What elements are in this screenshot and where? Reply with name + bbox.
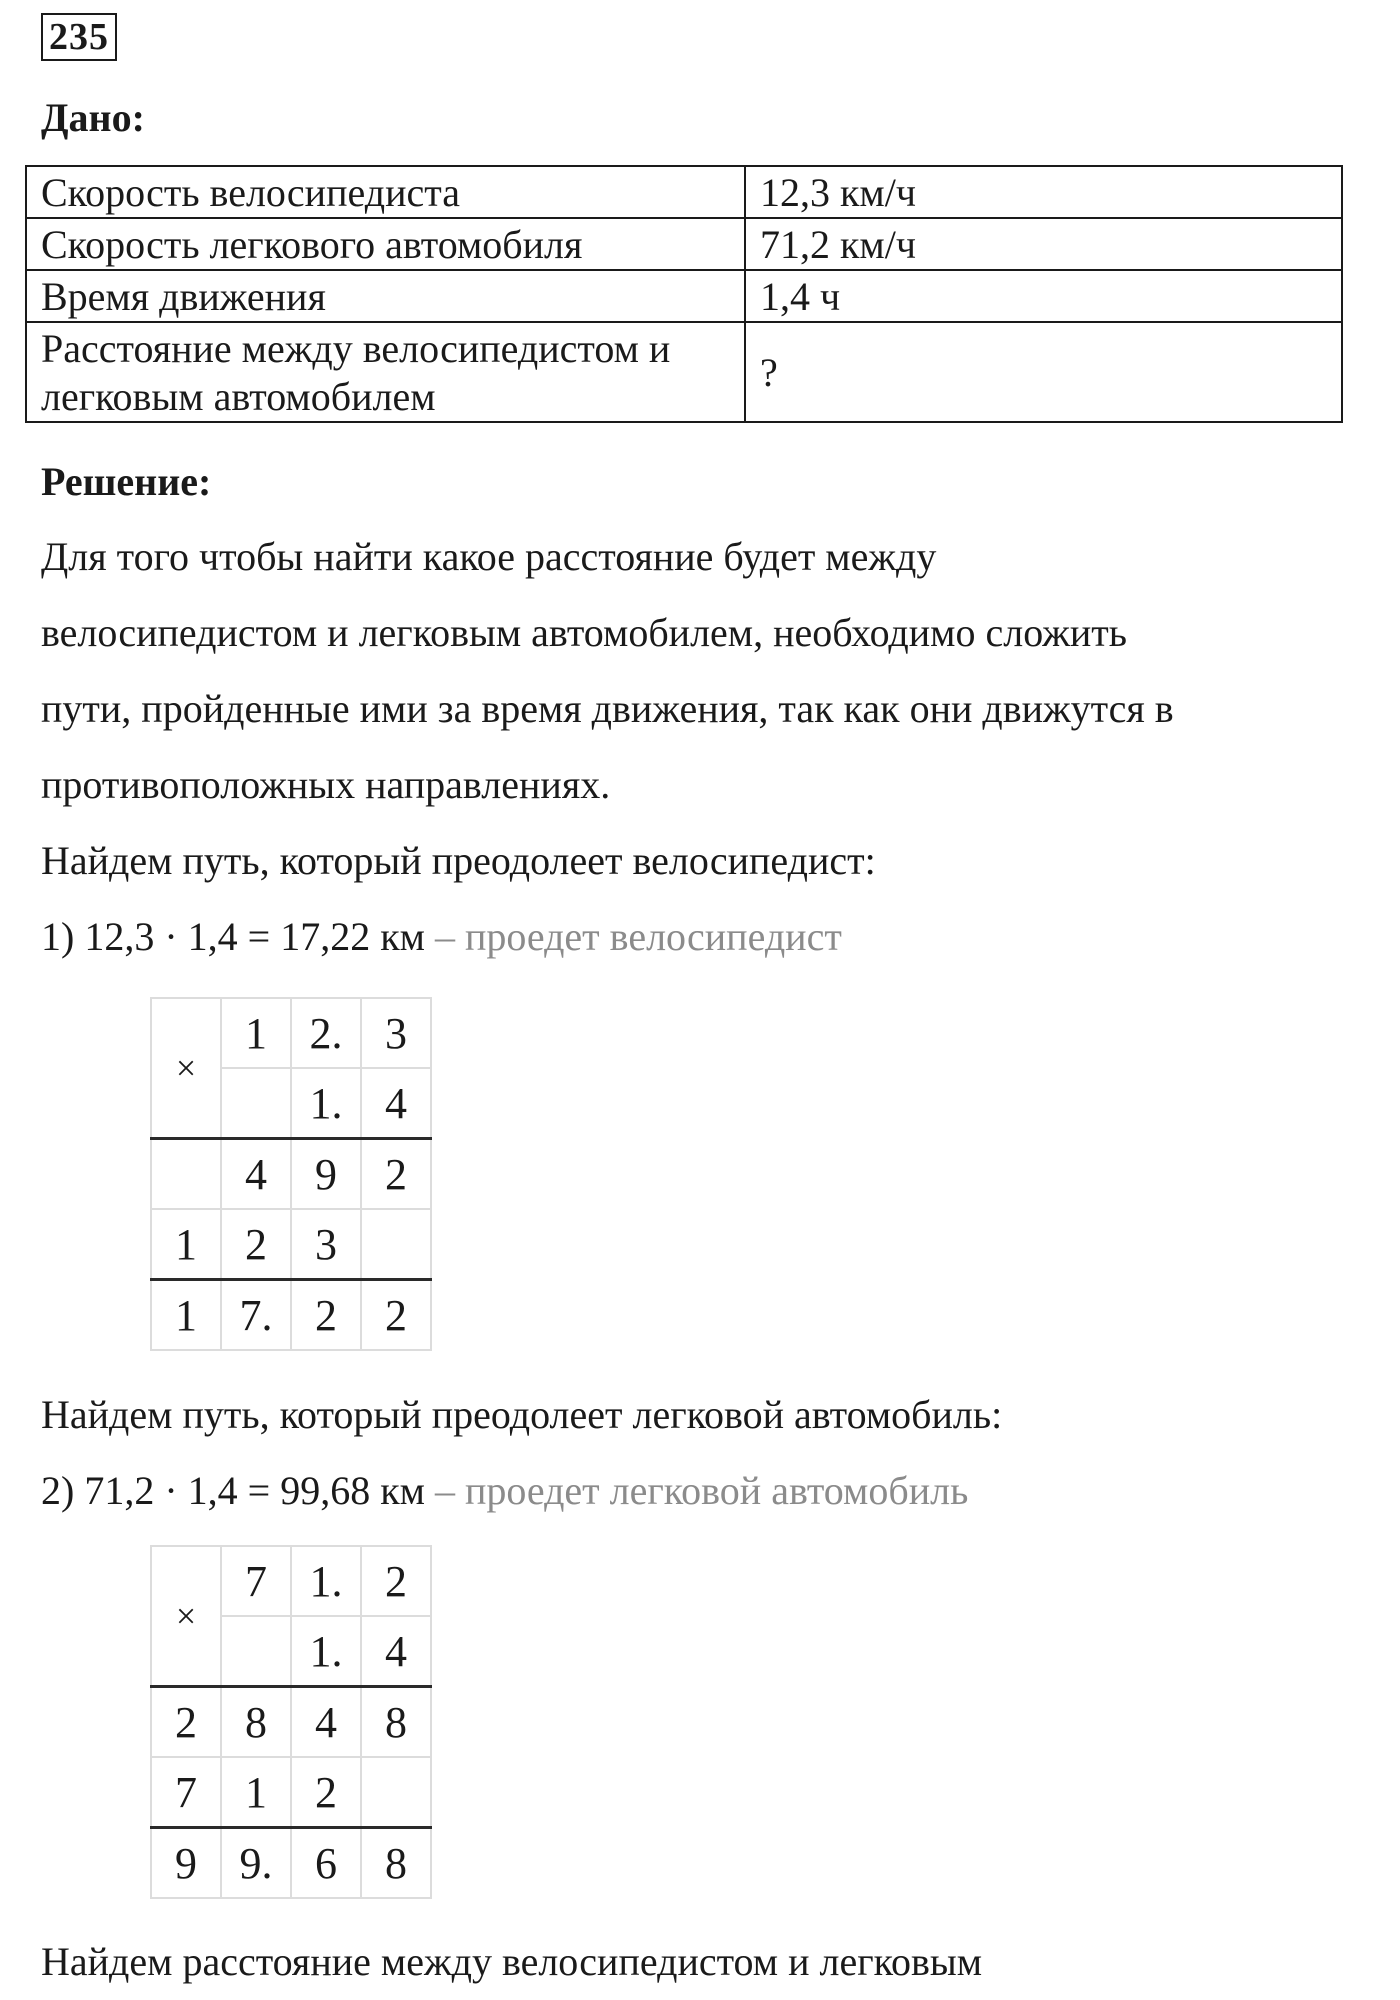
- given-row: [26, 270, 1342, 322]
- calc-digit: 2: [291, 1280, 361, 1351]
- step2-formula-line: [41, 1467, 968, 1514]
- calc-row: [151, 1209, 431, 1280]
- given-table: [25, 165, 1343, 423]
- step1-multiplication: [150, 997, 432, 1351]
- step1-formula-line: [41, 913, 842, 960]
- calc-digit: 4: [361, 1068, 431, 1139]
- calc-digit: 7: [151, 1757, 221, 1828]
- param-cell: Скорость легкового автомобиля: [26, 218, 745, 270]
- intro-line: велосипедистом и легковым автомобилем, необходимо сложить: [41, 610, 1127, 655]
- calc-digit: 3: [361, 998, 431, 1068]
- param-cell: Скорость велосипедиста: [26, 166, 745, 218]
- step2-lead: Найдем путь, который преодолеет легковой автомобиль:: [41, 1392, 1003, 1437]
- step1-note: – проедет велосипедист: [434, 914, 842, 959]
- calc-digit: 7.: [221, 1280, 291, 1351]
- calc-digit: [221, 1616, 291, 1687]
- step3-lead: Найдем расстояние между велосипедистом и легковым: [41, 1939, 983, 1984]
- calc-digit: 1.: [291, 1546, 361, 1616]
- calc-row: [151, 1546, 431, 1616]
- calc-digit: 1: [151, 1280, 221, 1351]
- step1-lead: Найдем путь, который преодолеет велосипедист:: [41, 838, 876, 883]
- given-row: [26, 166, 1342, 218]
- param-cell: Время движения: [26, 270, 745, 322]
- calc-digit: 9: [151, 1828, 221, 1899]
- calc-row: [151, 1828, 431, 1899]
- calc-digit: 2: [291, 1757, 361, 1828]
- given-row: [26, 218, 1342, 270]
- step2-multiplication: [150, 1545, 432, 1899]
- calc-digit: 2: [361, 1280, 431, 1351]
- calc-digit: [151, 1139, 221, 1210]
- calc-digit: 4: [361, 1616, 431, 1687]
- value-cell: 71,2 км/ч: [745, 218, 1342, 270]
- calc-digit: 1: [221, 1757, 291, 1828]
- calc-row: [151, 1757, 431, 1828]
- multiply-sign: ×: [151, 1546, 221, 1687]
- calc-digit: 9: [291, 1139, 361, 1210]
- calc-digit: 2.: [291, 998, 361, 1068]
- calc-digit: [221, 1068, 291, 1139]
- calc-digit: [361, 1209, 431, 1280]
- step2-formula: 2) 71,2 · 1,4 = 99,68 км: [41, 1468, 425, 1513]
- value-cell: 1,4 ч: [745, 270, 1342, 322]
- calc-digit: 1: [151, 1209, 221, 1280]
- calc-digit: 8: [361, 1828, 431, 1899]
- calc-digit: [361, 1757, 431, 1828]
- value-cell: 12,3 км/ч: [745, 166, 1342, 218]
- step2-note: – проедет легковой автомобиль: [434, 1468, 969, 1513]
- calc-row: [151, 1280, 431, 1351]
- calc-digit: 1.: [291, 1616, 361, 1687]
- intro-line: Для того чтобы найти какое расстояние будет между: [41, 534, 937, 579]
- calc-digit: 6: [291, 1828, 361, 1899]
- calc-digit: 2: [221, 1209, 291, 1280]
- calc-digit: 9.: [221, 1828, 291, 1899]
- value-cell: ?: [745, 322, 1342, 422]
- calc-digit: 1: [221, 998, 291, 1068]
- step1-formula: 1) 12,3 · 1,4 = 17,22 км: [41, 914, 425, 959]
- calc-digit: 4: [221, 1139, 291, 1210]
- calc-digit: 3: [291, 1209, 361, 1280]
- calc-row: [151, 1139, 431, 1210]
- intro-line: противоположных направлениях.: [41, 762, 611, 807]
- problem-number: 235: [41, 13, 117, 61]
- calc-digit: 2: [151, 1687, 221, 1758]
- calc-row: [151, 1687, 431, 1758]
- multiply-sign: ×: [151, 998, 221, 1139]
- calc-digit: 1.: [291, 1068, 361, 1139]
- solution-heading: Решение:: [41, 459, 212, 504]
- calc-row: [151, 998, 431, 1068]
- calc-digit: 2: [361, 1546, 431, 1616]
- given-heading: Дано:: [41, 95, 145, 140]
- param-cell: Расстояние между велосипедистом и легковым автомобилем: [26, 322, 745, 422]
- calc-digit: 4: [291, 1687, 361, 1758]
- intro-line: пути, пройденные ими за время движения, так как они движутся в: [41, 686, 1174, 731]
- given-row: [26, 322, 1342, 422]
- calc-digit: 8: [221, 1687, 291, 1758]
- calc-digit: 2: [361, 1139, 431, 1210]
- calc-digit: 7: [221, 1546, 291, 1616]
- calc-digit: 8: [361, 1687, 431, 1758]
